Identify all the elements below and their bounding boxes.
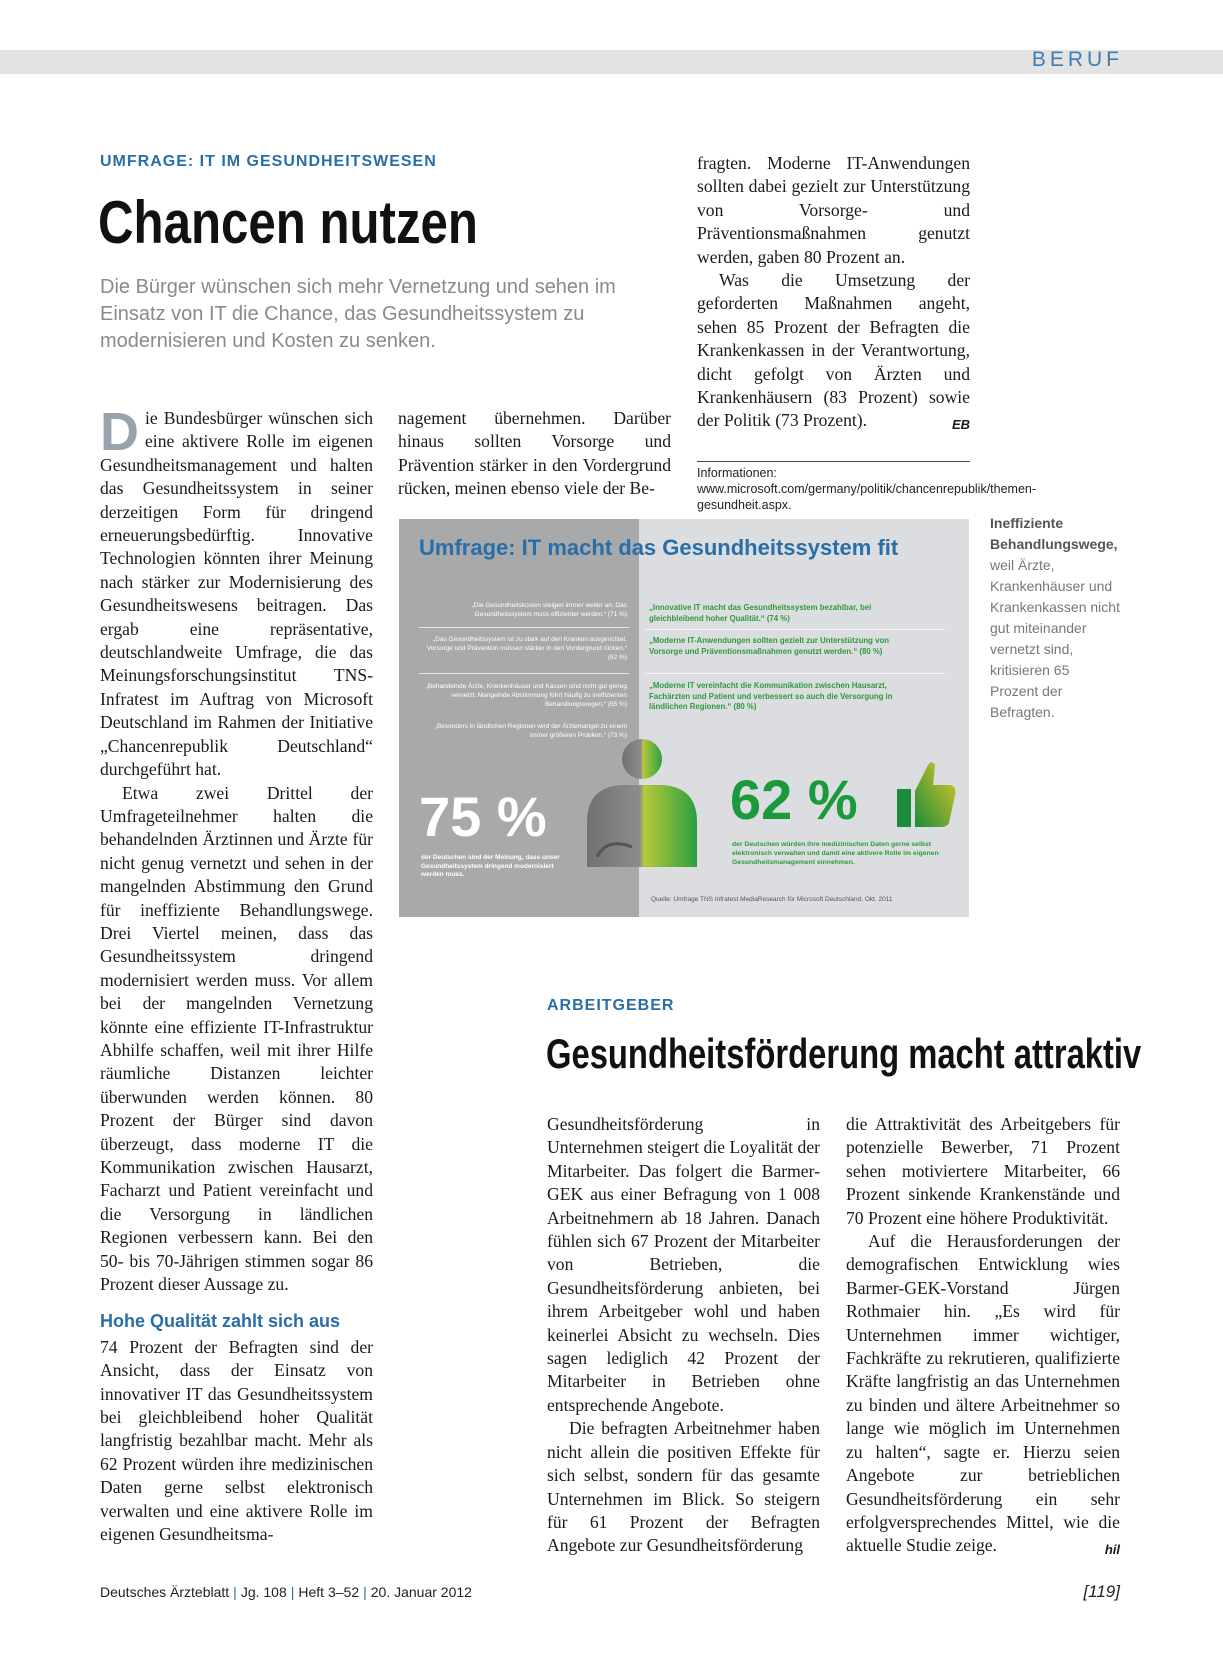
stat-75-percent: 75 % xyxy=(419,785,547,848)
divider xyxy=(645,629,945,630)
infographic-title: Umfrage: IT macht das Gesundheitssystem fit xyxy=(419,535,899,560)
infographic-quote: „Moderne IT-Anwendungen sollten gezielt zur Unterstützung von Vorsorge und Präventionsmaßnahmen genutzt werden.“ (80 %) xyxy=(649,636,889,656)
footer-citation: Deutsches Ärzteblatt | Jg. 108 | Heft 3–52 | 20. Januar 2012 xyxy=(100,1584,472,1600)
infographic-quote: „Innovative IT macht das Gesundheitssystem bezahlbar, bei gleichbleibend hoher Qualität.“ (74 %) xyxy=(649,603,872,623)
paragraph: nagement übernehmen. Darüber hinaus sollten Vorsorge und Prävention stärker in den Vordergrund rücken, meinen ebenso viele der Be- xyxy=(398,408,671,499)
infographic-quote: „Die Gesundheitskosten steigen immer weiter an. Das Gesundheitssystem muss effizienter werden.“ (71 %) xyxy=(471,602,627,618)
infographic-quote: „Das Gesundheitssystem ist zu stark auf den Kranken ausgerichtet. Vorsorge und Prävention müssen stärker in den Vordergrund rücken.“ (62 %) xyxy=(426,636,627,661)
article-column-1 xyxy=(547,1113,820,1558)
infographic-quote: „Besonders in ländlichen Regionen wird der Ärztemangel zu einem immer größeren Problem.“ (73 %) xyxy=(434,723,627,739)
paragraph: Die befragten Arbeitnehmer haben nicht allein die positiven Effekte für sich selbst, sondern für das gesamte Unternehmen im Blick. So steigern für 61 Prozent der Befragten Angebote zur Gesundheitsförderung xyxy=(547,1418,820,1556)
drop-cap: D xyxy=(100,402,139,462)
article-column-2 xyxy=(398,407,671,501)
paragraph: Gesundheitsförderung in Unternehmen steigert die Loyalität der Mitarbeiter. Das folgert die Barmer-GEK aus einer Befragung von 1 008 Arbeitnehmern ab 18 Jahren. Danach fühlen sich 67 Prozent der Mitarbeiter von Betrieben, die Gesundheitsförderung anbieten, bei ihrem Arbeitgeber wohl und haben keinerlei Absicht zu wechseln. Dies sagen lediglich 42 Prozent der Mitarbeiter in Betrieben ohne entsprechende Angebote. xyxy=(547,1114,820,1415)
paragraph: die Attraktivität des Arbeitgebers für potenzielle Bewerber, 71 Prozent sehen motiviertere Mitarbeiter, 66 Prozent sinkende Krankenstände und 70 Prozent eine höhere Produktivität. xyxy=(846,1114,1120,1228)
thumbs-up-icon xyxy=(895,759,957,829)
infographic xyxy=(399,519,969,917)
infographic-quote: „Behandelnde Ärzte, Krankenhäuser und Kassen sind nicht gut genug vernetzt. Mangelnde Abstimmung führt häufig zu ineffizienten Behandlungswegen.“ (65 %) xyxy=(425,683,627,708)
divider xyxy=(419,627,629,628)
image-caption xyxy=(990,513,1120,723)
stat-description: der Deutschen würden ihre medizinischen Daten gerne selbst elektronisch verwalten und damit eine aktivere Rolle im eigenen Gesundheitsmanagement einnehmen. xyxy=(732,841,939,866)
issue: Heft 3–52 xyxy=(298,1584,360,1600)
subheading: Hohe Qualität zahlt sich aus xyxy=(100,1311,341,1332)
author-initials: hil xyxy=(1104,1542,1120,1558)
article-title: Gesundheitsförderung macht attraktiv xyxy=(546,1030,1142,1077)
article-title: Chancen nutzen xyxy=(98,189,478,256)
section-label: BERUF xyxy=(1031,48,1123,71)
info-link[interactable]: Informationen: www.microsoft.com/germany/politik/chancenrepublik/themen-gesundheit.aspx. xyxy=(697,461,970,513)
volume: Jg. 108 xyxy=(240,1584,287,1600)
stat-62-percent: 62 % xyxy=(730,768,858,831)
paragraph: Etwa zwei Drittel der Umfrageteilnehmer halten die behandelnden Ärztinnen und Ärzte für nicht genug vernetzt und sehen in der mangelnden Abstimmung den Grund für ineffiziente Behandlungswege. Drei Viertel meinen, dass das Gesundheitssystem dringend modernisiert werden muss. Vor allem bei der mangelnden Vernetzung könnte eine effiziente IT-Infrastruktur Abhilfe schaffen, weil mit ihrer Hilfe räumliche Distanzen leichter überwunden werden können. 80 Prozent der Bürger sind davon überzeugt, dass moderne IT die Kommunikation zwischen Hausarzt, Facharzt und Patient vereinfacht und die Versorgung in ländlichen Regionen verbessern kann. Bei den 50- bis 70-Jährigen stimmen sogar 86 Prozent dieser Aussage zu. xyxy=(100,782,373,1295)
stat-description: der Deutschen sind der Meinung, dass unser Gesundheitssystem dringend modernisiert werden muss. xyxy=(421,854,560,878)
divider xyxy=(645,673,945,674)
article-lead: Die Bürger wünschen sich mehr Vernetzung und sehen im Einsatz von IT die Chance, das Gesundheitssystem zu modernisieren und Kosten zu senken. xyxy=(100,276,616,352)
infographic-source: Quelle: Umfrage TNS Infratest MediaResearch für Microsoft Deutschland, Okt. 2011 xyxy=(651,896,893,903)
infographic-quote: „Moderne IT vereinfacht die Kommunikation zwischen Hausarzt, Fachärzten und Patient und verbessert so auch die Versorgung in ländlichen Regionen.“ (80 %) xyxy=(649,681,893,711)
article-kicker: UMFRAGE: IT IM GESUNDHEITSWESEN xyxy=(100,153,437,170)
article-column-1 xyxy=(100,402,373,1547)
journal-name: Deutsches Ärzteblatt xyxy=(100,1584,230,1600)
paragraph: Auf die Herausforderungen der demografischen Entwicklung wies Barmer-GEK-Vorstand Jürgen Rothmaier hin. „Es wird für Unternehmen immer wichtiger, Fachkräfte zu rekrutieren, qualifizierte Kräfte langfristig an das Unternehmen zu binden und ältere Arbeitnehmer so lange wie möglich im Unternehmen zu halten“, sagte er. Hierzu seien Angebote zur betrieblichen Gesundheitsförderung ein sehr erfolgversprechendes Mittel, wie die aktuelle Studie zeige. xyxy=(846,1231,1120,1556)
paragraph: Was die Umsetzung der geforderten Maßnahmen angeht, sehen 85 Prozent der Befragten die Krankenkassen in der Verantwortung, dicht gefolgt von Ärzten und Krankenhäusern (83 Prozent) sowie der Politik (73 Prozent). xyxy=(697,270,970,431)
paragraph: 74 Prozent der Befragten sind der Ansicht, dass der Einsatz von innovativer IT das Gesundheitssystem bei gleichbleibend hoher Qualität langfristig bezahlbar macht. Mehr als 62 Prozent würden ihre medizinischen Daten gerne selbst elektronisch verwalten und eine aktivere Rolle im eigenen Gesundheitsma- xyxy=(100,1336,373,1545)
author-initials: EB xyxy=(951,417,970,433)
divider xyxy=(419,673,629,674)
caption-bold: Ineffiziente Behandlungswege, xyxy=(990,515,1118,552)
date: 20. Januar 2012 xyxy=(370,1584,472,1600)
page-number: [119] xyxy=(1083,1582,1120,1601)
person-icon xyxy=(577,737,707,877)
article-column-2 xyxy=(846,1113,1120,1562)
paragraph: fragten. Moderne IT-Anwendungen sollten dabei gezielt zur Unterstützung von Vorsorge- und Präventionsmaßnahmen genutzt werden, gaben 80 Prozent an. xyxy=(697,153,970,267)
article-column-3 xyxy=(697,152,970,437)
article-kicker: ARBEITGEBER xyxy=(547,997,675,1014)
caption-text: weil Ärzte, Krankenhäuser und Krankenkassen nicht gut miteinander vernetzt sind, kritisieren 65 Prozent der Befragten. xyxy=(990,557,1120,720)
paragraph: ie Bundesbürger wünschen sich eine aktivere Rolle im eigenen Gesundheitsmanagement und halten das Gesundheitssystem in seiner derzeitigen Form für dringend erneuerungsbedürftig. Innovative Technologien könnten ihrer Meinung nach stärker zur Modernisierung des Gesundheitswesens beitragen. Das ergab eine repräsentative, deutschlandweite Umfrage, die das Meinungsforschungsinstitut TNS-Infratest im Auftrag von Microsoft Deutschland im Rahmen der Initiative „Chancenrepublik Deutschland“ durchgeführt hat. xyxy=(100,408,373,780)
